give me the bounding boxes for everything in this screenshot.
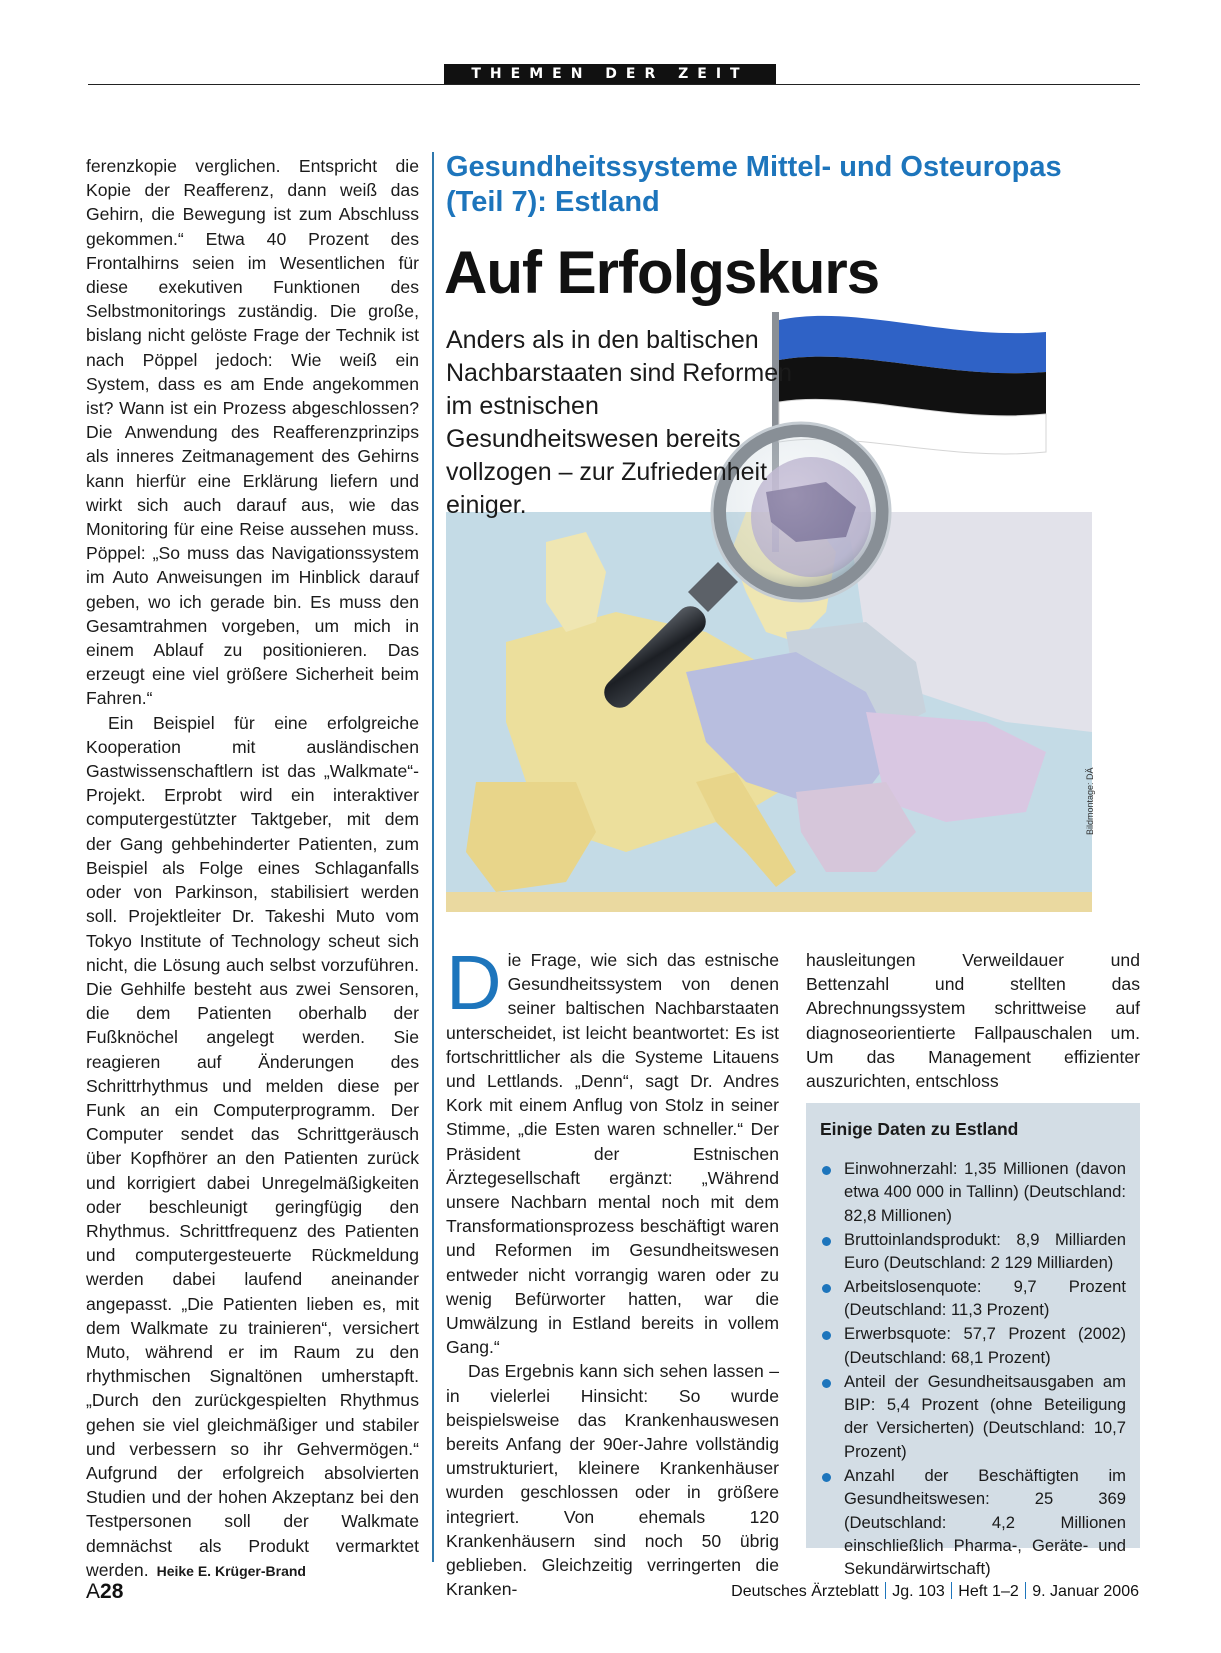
- factbox-title: Einige Daten zu Estland: [820, 1119, 1019, 1139]
- dropcap-letter: D: [446, 940, 502, 1026]
- factbox-item-text: Anteil der Gesundheitsausgaben am BIP: 5,4 Prozent (ohne Beteiligung der Versicherten) (Deutschland: 10,7 Prozent): [844, 1371, 1126, 1461]
- left-column: [86, 154, 419, 1583]
- article-paragraph-3: hausleitungen Verweildauer und Bettenzahl und stellten das Abrechnungssystem schrittweise auf diagnoseorientierte Fallpauschalen um. Um das Management effizienter auszurichten, entschloss: [806, 950, 1140, 1092]
- bullet-dot-icon: [822, 1284, 831, 1293]
- factbox-item: [820, 1228, 1126, 1275]
- bullet-dot-icon: [822, 1473, 831, 1482]
- map-north-africa: [446, 892, 1092, 912]
- footer-separator: [1025, 1582, 1027, 1599]
- article-paragraph-2: Das Ergebnis kann sich sehen lassen – in vielerlei Hinsicht: So wurde beispielsweise das Krankenhauswesen bereits Anfang der 90er-Jahre vollständig umstrukturiert, kleinere Krankenhäuser wurden geschlossen oder in größere integriert. Von ehemals 120 Krankenhäusern sind noch 50 übrig geblieben. Gleichzeitig verringerten die Kranken-: [446, 1361, 779, 1600]
- factbox-item: [820, 1464, 1126, 1581]
- left-paragraph-1: ferenzkopie verglichen. Entspricht die Kopie der Reafferenz, dann weiß das Gehirn, die Bewegung ist zum Abschluss gekommen.“ Etwa 40 Prozent des Frontalhirns seien im Wesentlichen für diese exekutiven Funktionen des Selbstmonitorings zuständig. Die große, bislang nicht gelöste Frage der Technik ist nach Pöppel jedoch: Wie weiß ein System, dass es am Ende angekommen ist? Wann ist ein Prozess abgeschlossen? Die Anwendung des Reafferenzprinzips als inneres Zeitmanagement des Gehirns kann hierfür eine Erklärung liefern und wirkt sich auch darauf aus, wie das Monitoring für eine Reise aussehen muss. Pöppel: „So muss das Navigationssystem im Auto Anweisungen im Hinblick darauf geben, wo ich gerade bin. Es muss den Gesamtrahmen vorgeben, um mich in einem Ablauf zu positionieren. Das erzeugt eine viel größere Sicherheit beim Fahren.“: [86, 156, 419, 709]
- bullet-dot-icon: [822, 1379, 831, 1388]
- bullet-dot-icon: [822, 1166, 831, 1175]
- page-prefix: A: [86, 1580, 101, 1603]
- journal-name: Deutsches Ärzteblatt: [731, 1583, 879, 1600]
- article-deck: Anders als in den baltischen Nachbarstaaten sind Reformen im estnischen Gesundheitswesen bereits vollzogen – zur Zufriedenheit einiger.: [446, 326, 793, 519]
- middle-column: [446, 940, 779, 1601]
- page-number: [86, 1580, 123, 1604]
- article-kicker: Gesundheitssysteme Mittel- und Osteuropas (Teil 7): Estland: [446, 151, 1062, 218]
- header-rule: [88, 84, 1140, 85]
- factbox-item: [820, 1157, 1126, 1227]
- journal-issue: Heft 1–2: [958, 1583, 1019, 1600]
- article-paragraph-1: [446, 940, 779, 1359]
- article-paragraph-1-text: ie Frage, wie sich das estnische Gesundheitssystem von denen seiner baltischen Nachbarstaaten unterscheidet, ist leicht beantwortet: Es ist fortschrittlicher als die Systeme Litauens und Lettlands. „Denn“, sagt Dr. Andres Kork mit einem Anflug von Stolz in seiner Stimme, „die Esten waren schneller.“ Der Präsident der Estnischen Ärztegesellschaft ergänzt: „Während unsere Nachbarn mental noch mit dem Transformationsprozess beschäftigt waren und Reformen im Gesundheitswesen entweder nicht vorrangig waren oder zu wenig Befürworter hatten, war die Umwälzung in Estland bereits in vollem Gang.“: [446, 950, 779, 1358]
- journal-date: 9. Januar 2006: [1032, 1583, 1139, 1600]
- left-paragraph-2-text: Ein Beispiel für eine erfolgreiche Kooperation mit ausländischen Gastwissenschaftlern ist das „Walkmate“-Projekt. Erprobt wird ein interaktiver computergestützter Taktgeber, mit dem der Gang gehbehinderter Patienten, zum Beispiel als Folge eines Schlaganfalls oder von Parkinson, stabilisiert werden soll. Projektleiter Dr. Takeshi Muto vom Tokyo Institute of Technology scheut sich nicht, die Lösung auch selbst vorzuführen. Die Gehhilfe besteht aus zwei Sensoren, die dem Patienten oberhalb der Fußknöchel angelegt werden. Sie reagieren auf Änderungen des Schrittrhythmus und melden diese per Funk an ein Computerprogramm. Der Computer sendet das Schrittgeräusch über Kopfhörer an den Patienten zurück und korrigiert dabei Unregelmäßigkeiten oder beschleunigt geringfügig den Rhythmus. Schrittfrequenz des Patienten und computergesteuerte Rückmeldung werden dabei laufend aneinander angepasst. „Die Patienten lieben es, mit dem Walkmate zu trainieren“, versichert Muto, während er im Raum zu den rhythmischen Signaltönen umherstapft. „Durch den zurückgespielten Rhythmus gehen sie viel gleichmäßiger und stabiler und verbessern so ihr Gehvermögen.“ Aufgrund der erfolgreich absolvierten Studien und der hohen Akzeptanz bei den Testpersonen soll der Walkmate demnächst als Produkt vermarktet werden.: [86, 712, 419, 1580]
- article-headline: Auf Erfolgskurs: [444, 239, 880, 306]
- factbox-list: [820, 1157, 1126, 1581]
- section-tag: THEMEN DER ZEIT: [444, 64, 776, 85]
- bullet-dot-icon: [822, 1237, 831, 1246]
- factbox-item: [820, 1275, 1126, 1322]
- bullet-dot-icon: [822, 1331, 831, 1340]
- factbox: [806, 1103, 1140, 1579]
- factbox-item: [820, 1370, 1126, 1464]
- left-paragraph-2: [86, 711, 419, 1583]
- journal-footer: [731, 1582, 1139, 1601]
- image-credit: Bildmontage: DÄ: [1085, 767, 1095, 835]
- page-number-value: 28: [100, 1580, 124, 1603]
- factbox-item-text: Anzahl der Beschäftigten im Gesundheitswesen: 25 369 (Deutschland: 4,2 Millionen einschließlich Pharma-, Geräte- und Sekundärwirtschaft): [844, 1465, 1126, 1579]
- factbox-item: [820, 1322, 1126, 1369]
- footer-separator: [885, 1582, 887, 1599]
- column-divider: [432, 152, 434, 1562]
- factbox-item-text: Einwohnerzahl: 1,35 Millionen (davon etwa 400 000 in Tallinn) (Deutschland: 82,8 Millionen): [844, 1159, 1126, 1225]
- author-name: Heike E. Krüger-Brand: [156, 1562, 306, 1579]
- footer-separator: [951, 1582, 953, 1599]
- journal-volume: Jg. 103: [892, 1583, 945, 1600]
- right-column: [806, 948, 1140, 1093]
- factbox-item-text: Bruttoinlandsprodukt: 8,9 Milliarden Euro (Deutschland: 2 129 Milliarden): [844, 1229, 1126, 1273]
- factbox-item-text: Erwerbsquote: 57,7 Prozent (2002) (Deutschland: 68,1 Prozent): [844, 1324, 1126, 1367]
- factbox-item-text: Arbeitslosenquote: 9,7 Prozent (Deutschland: 11,3 Prozent): [844, 1277, 1126, 1320]
